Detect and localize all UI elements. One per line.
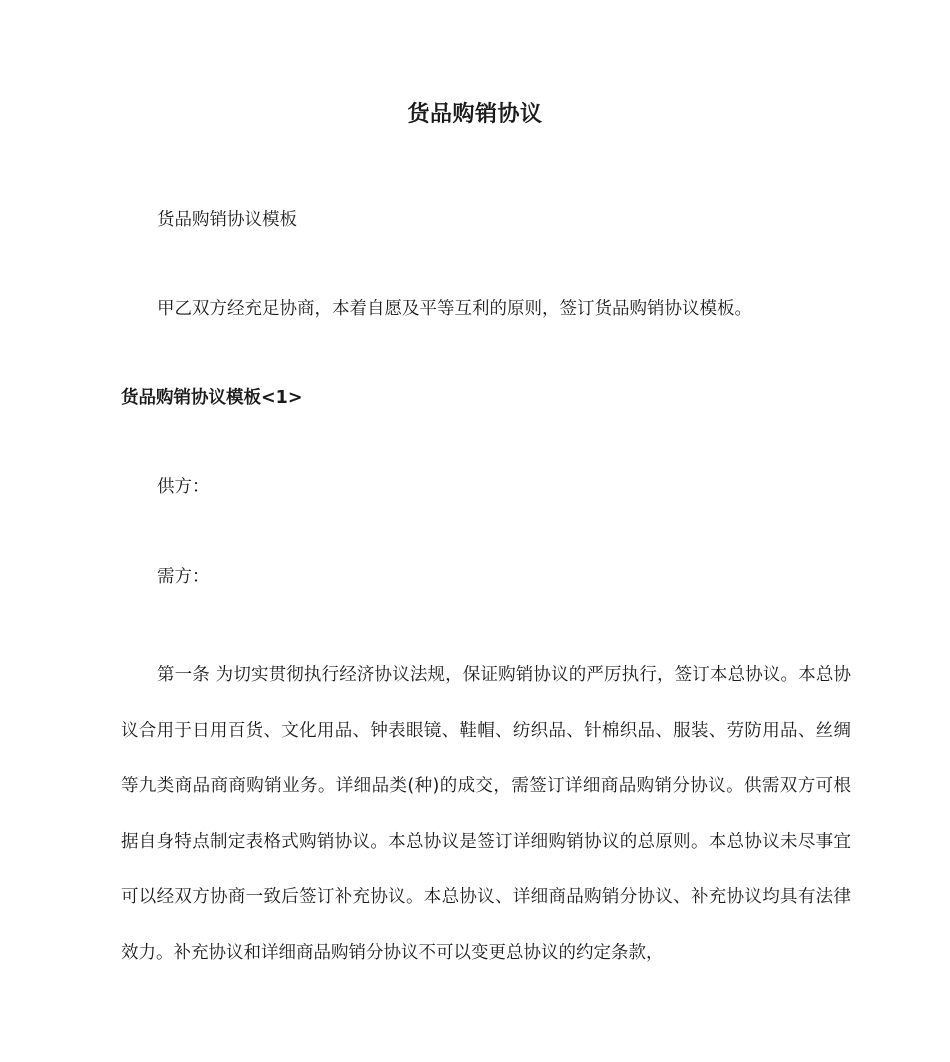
- intro-paragraph: 甲乙双方经充足协商，本着自愿及平等互利的原则，签订货品购销协议模板。: [157, 299, 752, 319]
- document-title: 货品购销协议: [407, 102, 543, 127]
- article-one-paragraph: 第一条 为切实贯彻执行经济协议法规，保证购销协议的严厉执行，签订本总协议。本总协议合用于日用百货、文化用品、钟表眼镜、鞋帽、纺织品、针棉织品、服装、劳防用品、丝绸等九类商品商商购销业务。详细品类(种)的成交，需签订详细商品购销分协议。供需双方可根据自身特点制定表格式购销协议。本总协议是签订详细购销协议的总原则。本总协议未尽事宜可以经双方协商一致后签订补充协议。本总协议、详细商品购销分协议、补充协议均具有法律效力。补充协议和详细商品购销分协议不可以变更总协议的约定条款，: [121, 665, 851, 963]
- supplier-label: 供方：: [157, 477, 210, 497]
- buyer-label: 需方：: [157, 567, 210, 587]
- section-heading: 货品购销协议模板<1>: [121, 388, 303, 408]
- document-subtitle: 货品购销协议模板: [157, 210, 297, 230]
